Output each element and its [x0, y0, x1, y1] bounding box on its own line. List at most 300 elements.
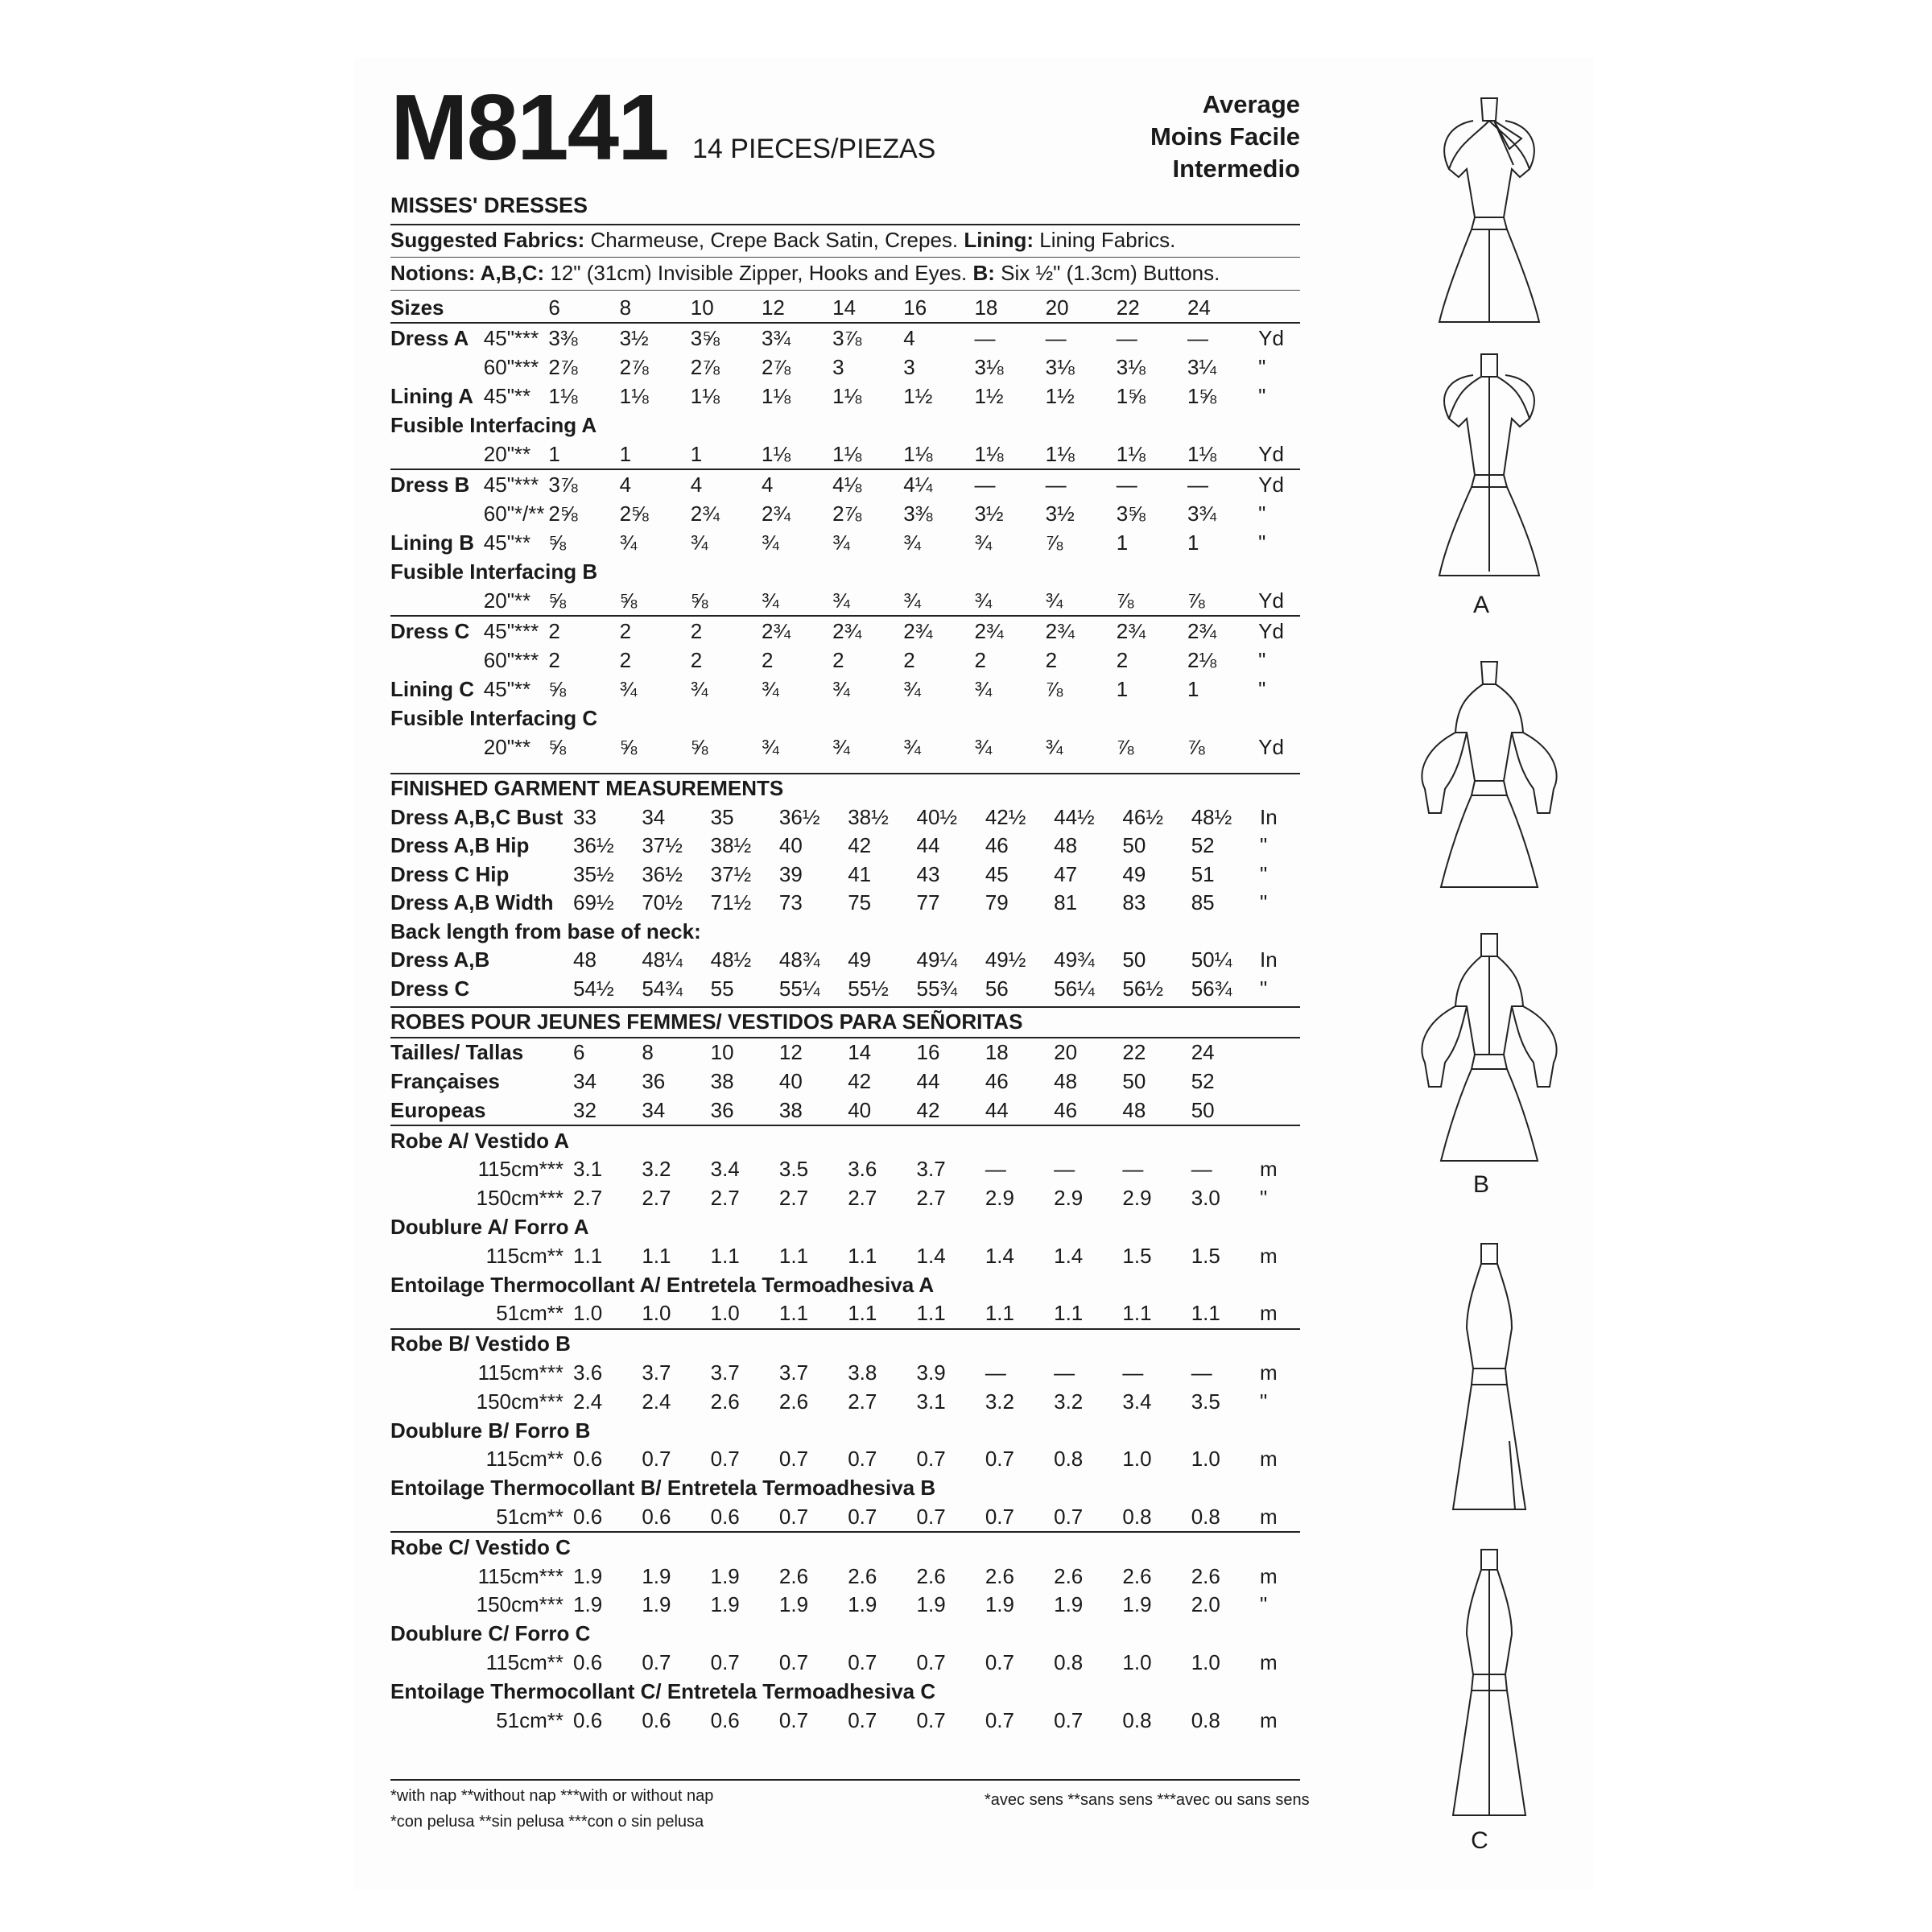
- fabric-width: 20"**: [483, 588, 531, 613]
- metric-yardage-row: [390, 1125, 1300, 1155]
- unit: ": [1258, 647, 1266, 672]
- yardage-value: 1: [619, 441, 632, 466]
- yardage-value: 2: [1116, 647, 1129, 672]
- measurement-value: 49½: [985, 947, 1026, 972]
- measurement-row: [390, 918, 1300, 947]
- size-value: 46: [1054, 1097, 1078, 1122]
- yardage-value: ¾: [974, 530, 993, 555]
- yardage-value: 2.7: [848, 1186, 877, 1211]
- size-value: 50: [1122, 1068, 1146, 1093]
- yardage-value: 2.7: [642, 1186, 671, 1211]
- metric-yardage-row: [390, 1213, 1300, 1242]
- finished-measurements-table: [390, 773, 1300, 1003]
- yardage-value: 1⅛: [761, 383, 791, 408]
- measurement-row: [390, 975, 1300, 1004]
- yardage-value: 2.9: [1054, 1186, 1084, 1211]
- measurement-value: 85: [1191, 890, 1215, 915]
- yardage-value: 1.9: [573, 1563, 603, 1588]
- yardage-value: 3⅜: [548, 323, 619, 353]
- yardage-value: 0.8: [1122, 1707, 1152, 1732]
- yardage-value: 1⅛: [974, 441, 1004, 466]
- yardage-value: 1.1: [916, 1301, 946, 1326]
- yardage-value: 1.9: [1054, 1592, 1084, 1617]
- yardage-value: 1⅛: [1116, 441, 1146, 466]
- metric-yardage-row: [390, 1677, 1300, 1706]
- yardage-value: 3.5: [778, 1157, 809, 1182]
- measurement-value: 44½: [1054, 804, 1095, 829]
- unit: ": [1258, 676, 1266, 701]
- size-value: 12: [761, 295, 785, 320]
- metric-yardage-table: [390, 1006, 1300, 1735]
- yardage-value: 2: [761, 647, 774, 672]
- yardage-value: 0.7: [1054, 1707, 1084, 1732]
- yardage-value: 3⅞: [832, 323, 903, 353]
- yardage-value: 3⅝: [691, 323, 762, 353]
- fabric-width: 60"***: [483, 647, 539, 672]
- yardage-value: 1⅛: [832, 383, 862, 408]
- level-es: Intermedio: [1172, 155, 1300, 183]
- yardage-value: 2.6: [1191, 1563, 1220, 1588]
- fabric-width: 45"***: [484, 323, 549, 353]
- row-label: Françaises: [390, 1068, 500, 1093]
- yardage-value: 2¾: [903, 616, 974, 646]
- fabric-width: 115cm***: [477, 1360, 564, 1385]
- yardage-value: 1.0: [573, 1301, 603, 1326]
- size-value: 18: [974, 295, 998, 320]
- size-value: 36: [710, 1097, 734, 1122]
- yardage-value: 1: [1187, 676, 1199, 701]
- yardage-row: [390, 616, 1300, 646]
- suggested-fabrics: [390, 228, 1175, 253]
- yardage-value: 1½: [1045, 383, 1075, 408]
- row-heading: Entoilage Thermocollant B/ Entretela Termoadhesiva B: [390, 1476, 936, 1501]
- yardage-value: 1.1: [1122, 1301, 1152, 1326]
- row-label: [390, 499, 484, 528]
- yardage-value: 1.0: [642, 1301, 671, 1326]
- yardage-value: 2.7: [710, 1186, 740, 1211]
- yardage-value: 2¾: [974, 616, 1045, 646]
- yardage-value: 3.7: [710, 1360, 740, 1385]
- yardage-value: 1⅛: [690, 383, 720, 408]
- yardage-value: —: [985, 1360, 1006, 1385]
- measurement-value: 83: [1122, 890, 1146, 915]
- yardage-value: 3.9: [916, 1360, 946, 1385]
- size-value: 38: [710, 1068, 734, 1093]
- yardage-value: ¾: [761, 588, 779, 613]
- yardage-row: [390, 382, 1300, 411]
- section-title: ROBES POUR JEUNES FEMMES/ VESTIDOS PARA SEÑORITAS: [390, 1007, 1300, 1038]
- yardage-value: 0.7: [916, 1649, 946, 1674]
- yardage-value: 4¼: [903, 469, 974, 499]
- yardage-value: 1.1: [848, 1301, 877, 1326]
- yardage-value: ¾: [832, 530, 850, 555]
- measurement-value: 49¾: [1054, 947, 1095, 972]
- yardage-value: ¾: [761, 734, 779, 759]
- measurement-value: 49: [1122, 861, 1146, 886]
- yardage-value: 1: [1116, 676, 1129, 701]
- metric-yardage-row: [390, 1359, 1300, 1388]
- size-value: 40: [778, 1068, 803, 1093]
- yardage-value: 2⅞: [761, 354, 791, 379]
- unit: ": [1260, 1389, 1268, 1414]
- yardage-value: 1.9: [573, 1592, 603, 1617]
- unit: Yd: [1258, 616, 1300, 646]
- measurement-value: 34: [642, 804, 666, 829]
- yardage-value: ⅝: [548, 588, 567, 613]
- measurement-value: 43: [916, 861, 940, 886]
- size-value: 42: [916, 1097, 940, 1122]
- yardage-value: 3½: [1045, 501, 1075, 526]
- yardage-value: 3.2: [642, 1157, 671, 1182]
- measurement-value: 46½: [1122, 804, 1164, 829]
- yardage-value: 0.8: [1054, 1447, 1084, 1472]
- unit: ": [1258, 354, 1266, 379]
- row-label: [390, 440, 484, 469]
- measurement-value: 55¼: [778, 976, 820, 1001]
- measurement-value: 35½: [573, 861, 614, 886]
- yardage-value: 3⅛: [1116, 354, 1146, 379]
- unit: ": [1258, 530, 1266, 555]
- yardage-value: 0.7: [848, 1504, 877, 1529]
- yardage-value: ¾: [903, 734, 921, 759]
- measurement-value: 35: [710, 804, 734, 829]
- yardage-value: 1.1: [642, 1243, 671, 1268]
- measurement-value: 56¾: [1191, 976, 1232, 1001]
- row-label: [390, 733, 484, 762]
- metric-yardage-row: [390, 1155, 1300, 1184]
- measurement-value: 44: [916, 833, 940, 858]
- measurement-value: 70½: [642, 890, 683, 915]
- measurement-value: 38½: [710, 833, 752, 858]
- unit: Yd: [1258, 734, 1284, 759]
- yardage-value: —: [1117, 323, 1187, 353]
- unit: m: [1260, 1707, 1278, 1732]
- row-label: Europeas: [390, 1097, 486, 1122]
- fabric-width: 45"**: [483, 676, 531, 701]
- yardage-value: 1.1: [1054, 1301, 1084, 1326]
- yardage-value: 2.7: [778, 1186, 809, 1211]
- unit: In: [1260, 947, 1278, 972]
- unit: ": [1258, 501, 1266, 526]
- dress-a-front-drawing: [1401, 89, 1578, 330]
- metric-yardage-row: [390, 1649, 1300, 1678]
- yardage-value: 0.7: [778, 1504, 809, 1529]
- yardage-value: 1.0: [710, 1301, 740, 1326]
- yardage-value: —: [1046, 323, 1117, 353]
- yardage-value: ⅝: [548, 676, 567, 701]
- fabric-width: 115cm***: [477, 1563, 564, 1588]
- fabric-width: 45"**: [483, 530, 531, 555]
- unit: In: [1260, 804, 1278, 829]
- metric-yardage-row: [390, 1562, 1300, 1591]
- yardage-value: 4: [620, 469, 691, 499]
- yardage-value: ¾: [1045, 734, 1063, 759]
- measurement-row: [390, 861, 1300, 890]
- unit: m: [1260, 1157, 1278, 1182]
- yardage-value: —: [974, 323, 1045, 353]
- yardage-row: [390, 469, 1300, 499]
- yardage-value: 1.1: [778, 1301, 809, 1326]
- row-heading: Doublure A/ Forro A: [390, 1214, 589, 1239]
- row-label: Dress B: [390, 469, 484, 499]
- row-label: Dress C Hip: [390, 861, 510, 886]
- measurement-value: 47: [1054, 861, 1078, 886]
- yardage-value: 3.6: [848, 1157, 877, 1182]
- yardage-value: 2¾: [690, 501, 720, 526]
- yardage-value: 1.4: [985, 1243, 1014, 1268]
- row-heading: Entoilage Thermocollant C/ Entretela Termoadhesiva C: [390, 1678, 936, 1703]
- yardage-value: 0.8: [1054, 1649, 1084, 1674]
- measurement-value: 56½: [1122, 976, 1164, 1001]
- yardage-row: [390, 499, 1300, 528]
- yardage-value: ⅝: [619, 588, 638, 613]
- size-value: 10: [690, 295, 714, 320]
- row-label: Dress A,B: [390, 947, 490, 972]
- yardage-value: ¾: [761, 676, 779, 701]
- measurement-row: [390, 889, 1300, 918]
- fabric-width: 51cm**: [496, 1504, 564, 1529]
- yardage-value: 3.8: [848, 1360, 877, 1385]
- measurement-value: 38½: [848, 804, 889, 829]
- size-value: 48: [1122, 1097, 1146, 1122]
- size-value: 40: [848, 1097, 872, 1122]
- yardage-value: ⅝: [548, 734, 567, 759]
- yardage-row: [390, 440, 1300, 469]
- size-value: 34: [642, 1097, 666, 1122]
- metric-yardage-row: [390, 1241, 1300, 1270]
- lining-text: Lining Fabrics.: [1034, 228, 1176, 252]
- notions-b-label: B:: [972, 261, 995, 285]
- measurement-value: 56: [985, 976, 1009, 1001]
- yardage-value: ⅞: [1187, 588, 1205, 613]
- yardage-value: 2.7: [573, 1186, 603, 1211]
- unit: m: [1260, 1360, 1278, 1385]
- yardage-value: 3¼: [1187, 354, 1217, 379]
- yardage-value: 2: [548, 647, 560, 672]
- yardage-value: 3: [832, 354, 844, 379]
- yardage-value: 2: [1045, 647, 1058, 672]
- fabric-width: 150cm***: [476, 1186, 564, 1211]
- yardage-value: ¾: [619, 676, 638, 701]
- sizes-label: Sizes: [390, 295, 444, 320]
- notions-b-text: Six ½" (1.3cm) Buttons.: [994, 261, 1220, 285]
- size-value: 44: [916, 1068, 940, 1093]
- yardage-value: ¾: [974, 588, 993, 613]
- size-value: 22: [1122, 1038, 1191, 1067]
- yardage-row: [390, 675, 1300, 704]
- yardage-value: 0.7: [642, 1649, 671, 1674]
- spacer: [484, 293, 549, 323]
- yardage-value: 1.9: [710, 1563, 740, 1588]
- size-value: 18: [985, 1038, 1054, 1067]
- yardage-value: 1: [1187, 530, 1199, 555]
- size-value: 34: [573, 1068, 597, 1093]
- yardage-value: 2.6: [848, 1563, 877, 1588]
- spacer: [1260, 1096, 1300, 1125]
- yardage-value: 2.7: [848, 1389, 877, 1414]
- yardage-value: ¾: [690, 530, 708, 555]
- dress-a-back-drawing: [1401, 338, 1578, 580]
- yardage-value: 2⅛: [1187, 647, 1217, 672]
- measurement-value: 49: [848, 947, 872, 972]
- yardage-value: 2⅞: [548, 354, 578, 379]
- measurement-value: 36½: [778, 804, 820, 829]
- notions: [390, 261, 1220, 286]
- yardage-value: 2¾: [1046, 616, 1117, 646]
- yardage-row: [390, 528, 1300, 557]
- yardage-value: 2: [619, 647, 632, 672]
- yardage-value: 3.7: [916, 1157, 946, 1182]
- yardage-value: 2⅞: [832, 501, 862, 526]
- yardage-value: 0.7: [916, 1707, 946, 1732]
- yardage-value: 0.6: [573, 1447, 603, 1472]
- yardage-value: 1.1: [985, 1301, 1014, 1326]
- yardage-value: 2: [620, 616, 691, 646]
- yardage-value: —: [985, 1157, 1006, 1182]
- yardage-row: [390, 733, 1300, 762]
- metric-yardage-row: [390, 1184, 1300, 1213]
- measurement-value: 40: [778, 833, 803, 858]
- yardage-value: —: [1187, 323, 1258, 353]
- metric-yardage-row: [390, 1270, 1300, 1299]
- row-heading: Robe B/ Vestido B: [390, 1329, 1300, 1359]
- row-heading: Fusible Interfacing C: [390, 705, 598, 730]
- fabric-width: 115cm***: [477, 1157, 564, 1182]
- row-label: Dress A,B,C Bust: [390, 804, 564, 829]
- yardage-value: 1.9: [710, 1592, 740, 1617]
- row-heading: Doublure C/ Forro C: [390, 1621, 591, 1646]
- yardage-value: 2.7: [916, 1186, 946, 1211]
- measurement-value: 75: [848, 890, 872, 915]
- measurement-value: 49¼: [916, 947, 958, 972]
- yardage-value: 2⅞: [690, 354, 720, 379]
- yardage-value: 2¾: [1117, 616, 1187, 646]
- yardage-value: 0.7: [642, 1447, 671, 1472]
- size-value: 44: [985, 1097, 1009, 1122]
- yardage-value: 2.6: [778, 1389, 809, 1414]
- yardage-value: 0.6: [573, 1649, 603, 1674]
- metric-yardage-row: [390, 1706, 1300, 1735]
- yardage-value: 1: [1116, 530, 1129, 555]
- fabric-width: 115cm**: [485, 1447, 564, 1472]
- row-heading: Doublure B/ Forro B: [390, 1418, 591, 1443]
- yardage-value: 3.7: [642, 1360, 671, 1385]
- unit: m: [1260, 1563, 1278, 1588]
- yardage-value: 3.2: [1054, 1389, 1084, 1414]
- unit: Yd: [1258, 469, 1300, 499]
- yardage-value: 0.7: [848, 1707, 877, 1732]
- yardage-value: 1.0: [1122, 1447, 1152, 1472]
- yardage-value: ¾: [974, 676, 993, 701]
- unit: m: [1260, 1301, 1278, 1326]
- size-value: 24: [1187, 295, 1211, 320]
- view-b-label: B: [1472, 1171, 1489, 1198]
- yardage-value: 0.8: [1122, 1504, 1152, 1529]
- notions-text: 12" (31cm) Invisible Zipper, Hooks and Eyes.: [544, 261, 973, 285]
- yardage-value: 0.7: [916, 1504, 946, 1529]
- difficulty-level: [1150, 89, 1300, 185]
- yardage-value: 3¾: [762, 323, 832, 353]
- yardage-value: 0.7: [1054, 1504, 1084, 1529]
- measurement-value: 48¾: [778, 947, 820, 972]
- size-conversion-row: [390, 1096, 1300, 1125]
- yardage-value: —: [1191, 1157, 1212, 1182]
- spacer: [1260, 1067, 1300, 1096]
- yardage-value: 3.7: [778, 1360, 809, 1385]
- level-en: Average: [1202, 90, 1300, 118]
- view-a-label: A: [1472, 592, 1489, 618]
- yardage-value: ¾: [832, 588, 850, 613]
- yardage-value: 1.9: [642, 1563, 671, 1588]
- yardage-value: 2⅞: [619, 354, 649, 379]
- measurement-value: 55¾: [916, 976, 958, 1001]
- yardage-value: 0.8: [1191, 1504, 1220, 1529]
- divider: [390, 257, 1300, 258]
- yardage-value: ¾: [619, 530, 638, 555]
- size-conversion-row: [390, 1038, 1300, 1067]
- row-label: Dress A,B Hip: [390, 833, 530, 858]
- measurement-value: 50: [1122, 833, 1146, 858]
- row-label: Dress A,B Width: [390, 890, 554, 915]
- measurement-value: 51: [1191, 861, 1215, 886]
- yardage-value: 2: [691, 616, 762, 646]
- yardage-value: —: [974, 469, 1045, 499]
- unit: Yd: [1258, 323, 1300, 353]
- metric-yardage-row: [390, 1329, 1300, 1359]
- yardage-value: ⅞: [1045, 676, 1063, 701]
- yardage-value: 0.6: [710, 1504, 740, 1529]
- measurement-value: 54½: [573, 976, 614, 1001]
- yardage-value: 0.7: [985, 1707, 1014, 1732]
- level-fr: Moins Facile: [1150, 122, 1300, 151]
- measurement-value: 45: [985, 861, 1009, 886]
- view-c-label: C: [1471, 1827, 1488, 1854]
- yardage-value: 1½: [903, 383, 933, 408]
- row-heading: Entoilage Thermocollant A/ Entretela Termoadhesiva A: [390, 1272, 935, 1297]
- unit: ": [1260, 890, 1268, 915]
- yardage-value: ¾: [832, 676, 850, 701]
- yardage-value: 4: [691, 469, 762, 499]
- measurement-row: [390, 803, 1300, 832]
- yardage-value: 1.0: [1122, 1649, 1152, 1674]
- yardage-value: 3½: [620, 323, 691, 353]
- yardage-value: 2.9: [1122, 1186, 1152, 1211]
- yardage-value: —: [1054, 1360, 1075, 1385]
- footnote-en: *with nap **without nap ***with or without nap: [390, 1787, 714, 1805]
- yardage-value: 0.6: [573, 1707, 603, 1732]
- yardage-value: 1⅛: [761, 441, 791, 466]
- yardage-value: ¾: [690, 676, 708, 701]
- yardage-value: 3⅛: [974, 354, 1004, 379]
- yardage-value: 2.9: [985, 1186, 1014, 1211]
- yardage-row: [390, 586, 1300, 616]
- yardage-value: 2: [690, 647, 703, 672]
- size-value: 32: [573, 1097, 597, 1122]
- metric-yardage-row: [390, 1445, 1300, 1474]
- section-title: FINISHED GARMENT MEASUREMENTS: [390, 774, 1300, 803]
- yardage-value: 1.1: [1191, 1301, 1220, 1326]
- row-label: Lining C: [390, 676, 474, 701]
- yardage-value: 0.6: [642, 1504, 671, 1529]
- yardage-value: 0.7: [985, 1447, 1014, 1472]
- measurement-value: 41: [848, 861, 872, 886]
- unit: ": [1258, 383, 1266, 408]
- yardage-value: 3.4: [710, 1157, 740, 1182]
- yardage-value: 1⅝: [1116, 383, 1146, 408]
- size-value: 6: [548, 295, 560, 320]
- yardage-value: 1.9: [916, 1592, 946, 1617]
- yardage-value: 3: [903, 354, 915, 379]
